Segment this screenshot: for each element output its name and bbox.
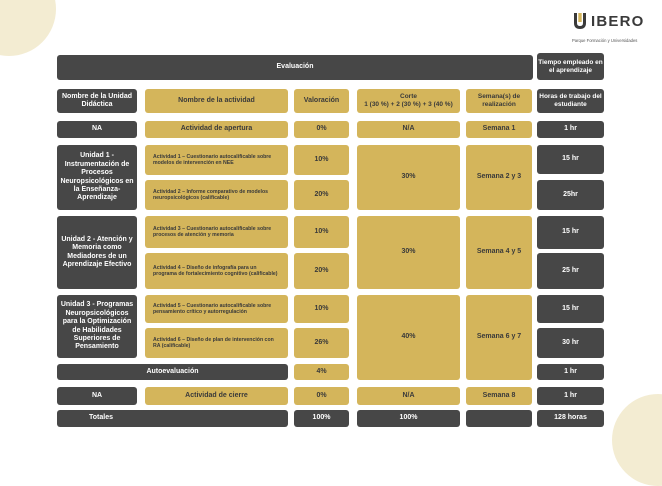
apertura-semana: Semana 1 [466,121,532,138]
unidad-2-name: Unidad 2 - Atención y Memoria como Mediadores de un Aprendizaje Efectivo [57,216,137,289]
autoevaluacion-label: Autoevaluación [57,364,288,380]
actividad-6-name: Actividad 6 – Diseño de plan de intervención con RA (calificable) [145,328,288,358]
corner-decoration-bottom-right [612,394,662,486]
actividad-4-horas: 25 hr [537,253,604,289]
unidad-1-corte: 30% [357,145,460,210]
col-horas-header: Horas de trabajo del estudiante [537,89,604,113]
apertura-corte: N/A [357,121,460,138]
cierre-unidad: NA [57,387,137,405]
actividad-5-name: Actividad 5 – Cuestionario autocalificable sobre pensamiento crítico y autorregulación [145,295,288,323]
cierre-valoracion: 0% [294,387,349,405]
autoevaluacion-horas: 1 hr [537,364,604,380]
totales-corte: 100% [357,410,460,427]
unidad-2-semana: Semana 4 y 5 [466,216,532,289]
apertura-horas: 1 hr [537,121,604,138]
unidad-1-name: Unidad 1 - Instrumentación de Procesos Neuropsicológicos en la Enseñanza-Aprendizaje [57,145,137,210]
col-corte-header: Corte 1 (30 %) + 2 (30 %) + 3 (40 %) [357,89,460,113]
totales-label: Totales [57,410,288,427]
actividad-5-valoracion: 10% [294,295,349,323]
evaluacion-header: Evaluación [57,55,533,80]
brand-tagline: Parque Formación y Universidades [572,38,638,43]
totales-valoracion: 100% [294,410,349,427]
actividad-4-valoracion: 20% [294,253,349,289]
actividad-2-horas: 25hr [537,180,604,210]
corner-decoration-top-left [0,0,56,56]
actividad-5-horas: 15 hr [537,295,604,323]
cierre-actividad: Actividad de cierre [145,387,288,405]
cierre-corte: N/A [357,387,460,405]
tiempo-header: Tiempo empleado en el aprendizaje [537,53,604,80]
ibero-shield-icon [572,12,588,30]
unidad-1-semana: Semana 2 y 3 [466,145,532,210]
actividad-1-valoracion: 10% [294,145,349,175]
apertura-actividad: Actividad de apertura [145,121,288,138]
actividad-2-name: Actividad 2 – Informe comparativo de modelos neuropsicológicos (calificable) [145,180,288,210]
ibero-logo [572,12,652,48]
unidad-3-name: Unidad 3 - Programas Neuropsicológicos para la Optimización de Habilidades Superiores de Pensamiento [57,295,137,358]
actividad-1-horas: 15 hr [537,145,604,174]
col-unidad-header: Nombre de la Unidad Didáctica [57,89,137,113]
actividad-3-name: Actividad 3 – Cuestionario autocalificable sobre procesos de atención y memoria [145,216,288,248]
actividad-6-horas: 30 hr [537,328,604,358]
actividad-3-valoracion: 10% [294,216,349,248]
col-actividad-header: Nombre de la actividad [145,89,288,113]
totales-horas: 128 horas [537,410,604,427]
actividad-3-horas: 15 hr [537,216,604,249]
actividad-2-valoracion: 20% [294,180,349,210]
apertura-valoracion: 0% [294,121,349,138]
unidad-2-corte: 30% [357,216,460,289]
cierre-horas: 1 hr [537,387,604,405]
brand-name: IBERO [591,13,645,30]
cierre-semana: Semana 8 [466,387,532,405]
actividad-1-name: Actividad 1 – Cuestionario autocalificable sobre modelos de intervención en NEE [145,145,288,175]
actividad-6-valoracion: 26% [294,328,349,358]
unidad-3-semana: Semana 6 y 7 [466,295,532,380]
col-valoracion-header: Valoración [294,89,349,113]
actividad-4-name: Actividad 4 – Diseño de infografía para un programa de fortalecimiento cognitivo (calificable) [145,253,288,289]
totales-semana [466,410,532,427]
apertura-unidad: NA [57,121,137,138]
autoevaluacion-valoracion: 4% [294,364,349,380]
col-semana-header: Semana(s) de realización [466,89,532,113]
unidad-3-corte: 40% [357,295,460,380]
